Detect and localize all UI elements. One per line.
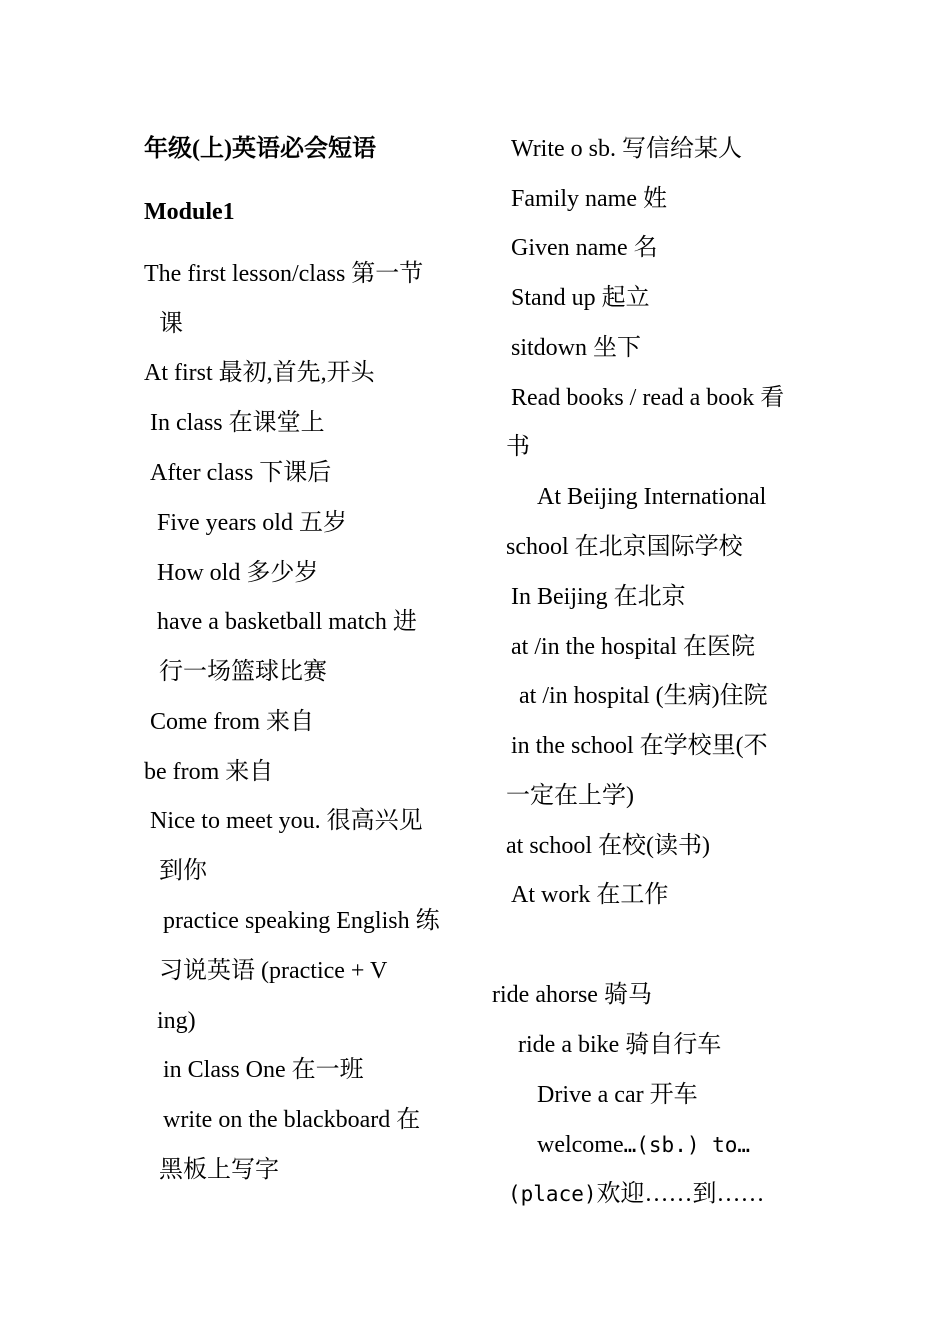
phrase-line: Read books / read a book 看 <box>511 385 785 411</box>
phrase-line: In Beijing 在北京 <box>511 584 686 610</box>
module-heading: Module1 <box>144 199 235 225</box>
phrase-line: 书 <box>506 434 530 460</box>
phrase-line: in the school 在学校里(不 <box>511 733 768 759</box>
phrase-line: At first 最初,首先,开头 <box>144 360 375 386</box>
phrase-line: After class 下课后 <box>150 460 332 486</box>
phrase-line: Write o sb. 写信给某人 <box>511 136 743 162</box>
phrase-line <box>537 1130 750 1160</box>
phrase-line <box>508 1179 765 1209</box>
phrase-line: at /in the hospital 在医院 <box>511 634 755 660</box>
phrase-line: Stand up 起立 <box>511 285 650 311</box>
phrase-line: write on the blackboard 在 <box>163 1107 421 1133</box>
phrase-line: In class 在课堂上 <box>150 410 325 436</box>
phrase-part: 欢迎……到…… <box>596 1181 765 1207</box>
phrase-line: ride ahorse 骑马 <box>492 982 652 1008</box>
document-title: 年级(上)英语必会短语 <box>144 136 376 162</box>
phrase-line: 课 <box>159 311 183 337</box>
phrase-line: 一定在上学) <box>506 783 634 809</box>
phrase-line: 黑板上写字 <box>159 1157 279 1183</box>
phrase-line: school 在北京国际学校 <box>506 534 743 560</box>
phrase-line: be from 来自 <box>144 759 274 785</box>
phrase-part: (place) <box>508 1182 597 1206</box>
phrase-line: at school 在校(读书) <box>506 833 710 859</box>
phrase-line: 习说英语 (practice + V <box>159 958 388 984</box>
phrase-line: Nice to meet you. 很高兴见 <box>150 808 423 834</box>
phrase-line: Five years old 五岁 <box>157 510 347 536</box>
phrase-line: At work 在工作 <box>511 882 669 908</box>
phrase-line: sitdown 坐下 <box>511 335 642 361</box>
phrase-line: ride a bike 骑自行车 <box>518 1032 722 1058</box>
phrase-line: The first lesson/class 第一节 <box>144 261 424 287</box>
phrase-line: Drive a car 开车 <box>537 1082 698 1108</box>
phrase-line: have a basketball match 进 <box>157 609 417 635</box>
phrase-line: 行一场篮球比赛 <box>159 659 327 685</box>
phrase-line: practice speaking English 练 <box>163 908 440 934</box>
phrase-part: …(sb.) to… <box>623 1133 751 1157</box>
phrase-line: ing) <box>157 1008 196 1034</box>
phrase-line: in Class One 在一班 <box>163 1057 364 1083</box>
phrase-line: 到你 <box>159 858 207 884</box>
phrase-line: Given name 名 <box>511 235 658 261</box>
phrase-line: at /in hospital (生病)住院 <box>519 683 768 709</box>
phrase-line: Family name 姓 <box>511 186 667 212</box>
phrase-part: welcome <box>537 1132 624 1158</box>
phrase-line: At Beijing International <box>537 484 767 510</box>
phrase-line: Come from 来自 <box>150 709 314 735</box>
phrase-line: How old 多少岁 <box>157 560 319 586</box>
